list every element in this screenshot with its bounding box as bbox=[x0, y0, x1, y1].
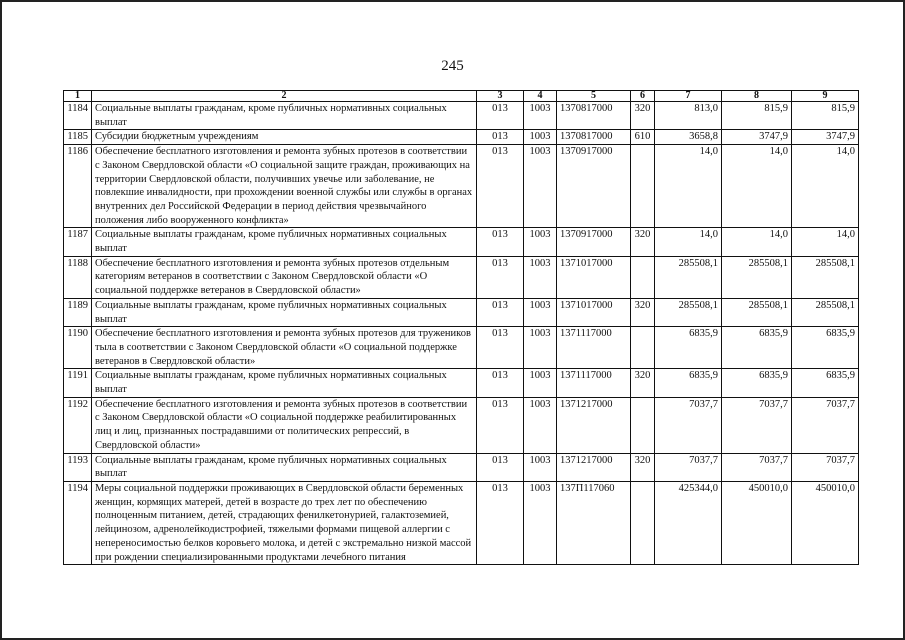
expense-type bbox=[631, 145, 655, 228]
section-code: 1003 bbox=[524, 130, 557, 145]
ministry-code: 013 bbox=[477, 256, 524, 298]
section-code: 1003 bbox=[524, 327, 557, 369]
amount-year-1: 6835,9 bbox=[655, 369, 722, 397]
section-code: 1003 bbox=[524, 369, 557, 397]
expense-type bbox=[631, 481, 655, 564]
amount-year-1: 7037,7 bbox=[655, 397, 722, 453]
row-number: 1185 bbox=[64, 130, 92, 145]
amount-year-1: 14,0 bbox=[655, 228, 722, 256]
row-number: 1190 bbox=[64, 327, 92, 369]
row-description: Социальные выплаты гражданам, кроме публичных нормативных социальных выплат bbox=[92, 369, 477, 397]
row-description: Меры социальной поддержки проживающих в Свердловской области беременных женщин, кормящих матерей, детей в возрасте до трех лет по обеспечению полноценным питанием, детей, страдающих фенилкетонурией, галактоземией, лейцинозом, адренолейкодистрофией, тяжелыми формами пищевой аллергии с непереносимостью белков коровьего молока, и детей с экстремально низкой массой при рождении специализированными продуктами лечебного питания bbox=[92, 481, 477, 564]
table-row bbox=[64, 481, 859, 564]
amount-year-3: 450010,0 bbox=[792, 481, 859, 564]
amount-year-2: 450010,0 bbox=[722, 481, 792, 564]
table-row bbox=[64, 228, 859, 256]
header-cell: 6 bbox=[631, 91, 655, 102]
ministry-code: 013 bbox=[477, 298, 524, 326]
ministry-code: 013 bbox=[477, 327, 524, 369]
row-number: 1191 bbox=[64, 369, 92, 397]
header-cell: 7 bbox=[655, 91, 722, 102]
row-description: Субсидии бюджетным учреждениям bbox=[92, 130, 477, 145]
table-row bbox=[64, 327, 859, 369]
row-number: 1193 bbox=[64, 453, 92, 481]
amount-year-3: 6835,9 bbox=[792, 369, 859, 397]
row-number: 1188 bbox=[64, 256, 92, 298]
ministry-code: 013 bbox=[477, 397, 524, 453]
amount-year-1: 813,0 bbox=[655, 102, 722, 130]
amount-year-3: 7037,7 bbox=[792, 397, 859, 453]
expense-type: 320 bbox=[631, 102, 655, 130]
row-number: 1187 bbox=[64, 228, 92, 256]
table-row bbox=[64, 130, 859, 145]
amount-year-3: 7037,7 bbox=[792, 453, 859, 481]
expense-type bbox=[631, 256, 655, 298]
section-code: 1003 bbox=[524, 102, 557, 130]
amount-year-3: 285508,1 bbox=[792, 298, 859, 326]
amount-year-2: 815,9 bbox=[722, 102, 792, 130]
amount-year-1: 14,0 bbox=[655, 145, 722, 228]
section-code: 1003 bbox=[524, 228, 557, 256]
header-cell: 2 bbox=[92, 91, 477, 102]
table-row bbox=[64, 256, 859, 298]
section-code: 1003 bbox=[524, 453, 557, 481]
expense-type: 320 bbox=[631, 369, 655, 397]
header-cell: 9 bbox=[792, 91, 859, 102]
row-number: 1184 bbox=[64, 102, 92, 130]
target-code: 137П117060 bbox=[557, 481, 631, 564]
ministry-code: 013 bbox=[477, 102, 524, 130]
amount-year-3: 14,0 bbox=[792, 228, 859, 256]
table-row bbox=[64, 145, 859, 228]
amount-year-3: 815,9 bbox=[792, 102, 859, 130]
amount-year-2: 6835,9 bbox=[722, 327, 792, 369]
target-code: 1371017000 bbox=[557, 298, 631, 326]
section-code: 1003 bbox=[524, 481, 557, 564]
amount-year-2: 14,0 bbox=[722, 228, 792, 256]
expense-type: 320 bbox=[631, 298, 655, 326]
section-code: 1003 bbox=[524, 397, 557, 453]
expense-type: 610 bbox=[631, 130, 655, 145]
expense-type: 320 bbox=[631, 228, 655, 256]
row-description: Социальные выплаты гражданам, кроме публичных нормативных социальных выплат bbox=[92, 102, 477, 130]
target-code: 1370817000 bbox=[557, 130, 631, 145]
amount-year-1: 6835,9 bbox=[655, 327, 722, 369]
amount-year-2: 7037,7 bbox=[722, 453, 792, 481]
target-code: 1371217000 bbox=[557, 397, 631, 453]
row-description: Социальные выплаты гражданам, кроме публичных нормативных социальных выплат bbox=[92, 453, 477, 481]
amount-year-2: 285508,1 bbox=[722, 298, 792, 326]
header-cell: 5 bbox=[557, 91, 631, 102]
amount-year-2: 14,0 bbox=[722, 145, 792, 228]
ministry-code: 013 bbox=[477, 481, 524, 564]
ministry-code: 013 bbox=[477, 145, 524, 228]
expense-type bbox=[631, 327, 655, 369]
table-row bbox=[64, 369, 859, 397]
table-row bbox=[64, 102, 859, 130]
section-code: 1003 bbox=[524, 145, 557, 228]
table-row bbox=[64, 453, 859, 481]
section-code: 1003 bbox=[524, 298, 557, 326]
target-code: 1371017000 bbox=[557, 256, 631, 298]
budget-table bbox=[63, 90, 859, 565]
header-row bbox=[64, 91, 859, 102]
expense-type bbox=[631, 397, 655, 453]
row-number: 1189 bbox=[64, 298, 92, 326]
table-row bbox=[64, 397, 859, 453]
ministry-code: 013 bbox=[477, 130, 524, 145]
header-cell: 1 bbox=[64, 91, 92, 102]
amount-year-1: 425344,0 bbox=[655, 481, 722, 564]
row-number: 1186 bbox=[64, 145, 92, 228]
amount-year-2: 6835,9 bbox=[722, 369, 792, 397]
amount-year-3: 3747,9 bbox=[792, 130, 859, 145]
section-code: 1003 bbox=[524, 256, 557, 298]
row-number: 1192 bbox=[64, 397, 92, 453]
expense-type: 320 bbox=[631, 453, 655, 481]
row-description: Обеспечение бесплатного изготовления и ремонта зубных протезов в соответствии с Законом Свердловской области «О социальной защите граждан, проживающих на территории Свердловской области, получивших увечье или заболевание, не повлекшие инвалидности, при прохождении военной службы или службы в органах внутренних дел Российской Федерации в период действия чрезвычайного положения либо вооруженного конфликта» bbox=[92, 145, 477, 228]
amount-year-1: 285508,1 bbox=[655, 256, 722, 298]
target-code: 1371217000 bbox=[557, 453, 631, 481]
header-cell: 4 bbox=[524, 91, 557, 102]
amount-year-3: 14,0 bbox=[792, 145, 859, 228]
row-description: Обеспечение бесплатного изготовления и ремонта зубных протезов для тружеников тыла в соответствии с Законом Свердловской области «О социальной поддержке ветеранов в Свердловской области» bbox=[92, 327, 477, 369]
target-code: 1370917000 bbox=[557, 228, 631, 256]
ministry-code: 013 bbox=[477, 228, 524, 256]
amount-year-1: 7037,7 bbox=[655, 453, 722, 481]
amount-year-1: 3658,8 bbox=[655, 130, 722, 145]
amount-year-3: 6835,9 bbox=[792, 327, 859, 369]
ministry-code: 013 bbox=[477, 453, 524, 481]
row-number: 1194 bbox=[64, 481, 92, 564]
row-description: Обеспечение бесплатного изготовления и ремонта зубных протезов в соответствии с Законом Свердловской области «О социальной поддержке реабилитированных лиц и лиц, признанных пострадавшими от политических репрессий, в Свердловской области» bbox=[92, 397, 477, 453]
amount-year-2: 285508,1 bbox=[722, 256, 792, 298]
page-number: 245 bbox=[441, 58, 464, 74]
row-description: Обеспечение бесплатного изготовления и ремонта зубных протезов отдельным категориям ветеранов в соответствии с Законом Свердловской области «О социальной поддержке ветеранов в Свердловской области» bbox=[92, 256, 477, 298]
row-description: Социальные выплаты гражданам, кроме публичных нормативных социальных выплат bbox=[92, 298, 477, 326]
target-code: 1370817000 bbox=[557, 102, 631, 130]
target-code: 1371117000 bbox=[557, 369, 631, 397]
amount-year-3: 285508,1 bbox=[792, 256, 859, 298]
ministry-code: 013 bbox=[477, 369, 524, 397]
table-row bbox=[64, 298, 859, 326]
amount-year-2: 3747,9 bbox=[722, 130, 792, 145]
row-description: Социальные выплаты гражданам, кроме публичных нормативных социальных выплат bbox=[92, 228, 477, 256]
target-code: 1370917000 bbox=[557, 145, 631, 228]
target-code: 1371117000 bbox=[557, 327, 631, 369]
amount-year-1: 285508,1 bbox=[655, 298, 722, 326]
header-cell: 3 bbox=[477, 91, 524, 102]
header-cell: 8 bbox=[722, 91, 792, 102]
amount-year-2: 7037,7 bbox=[722, 397, 792, 453]
